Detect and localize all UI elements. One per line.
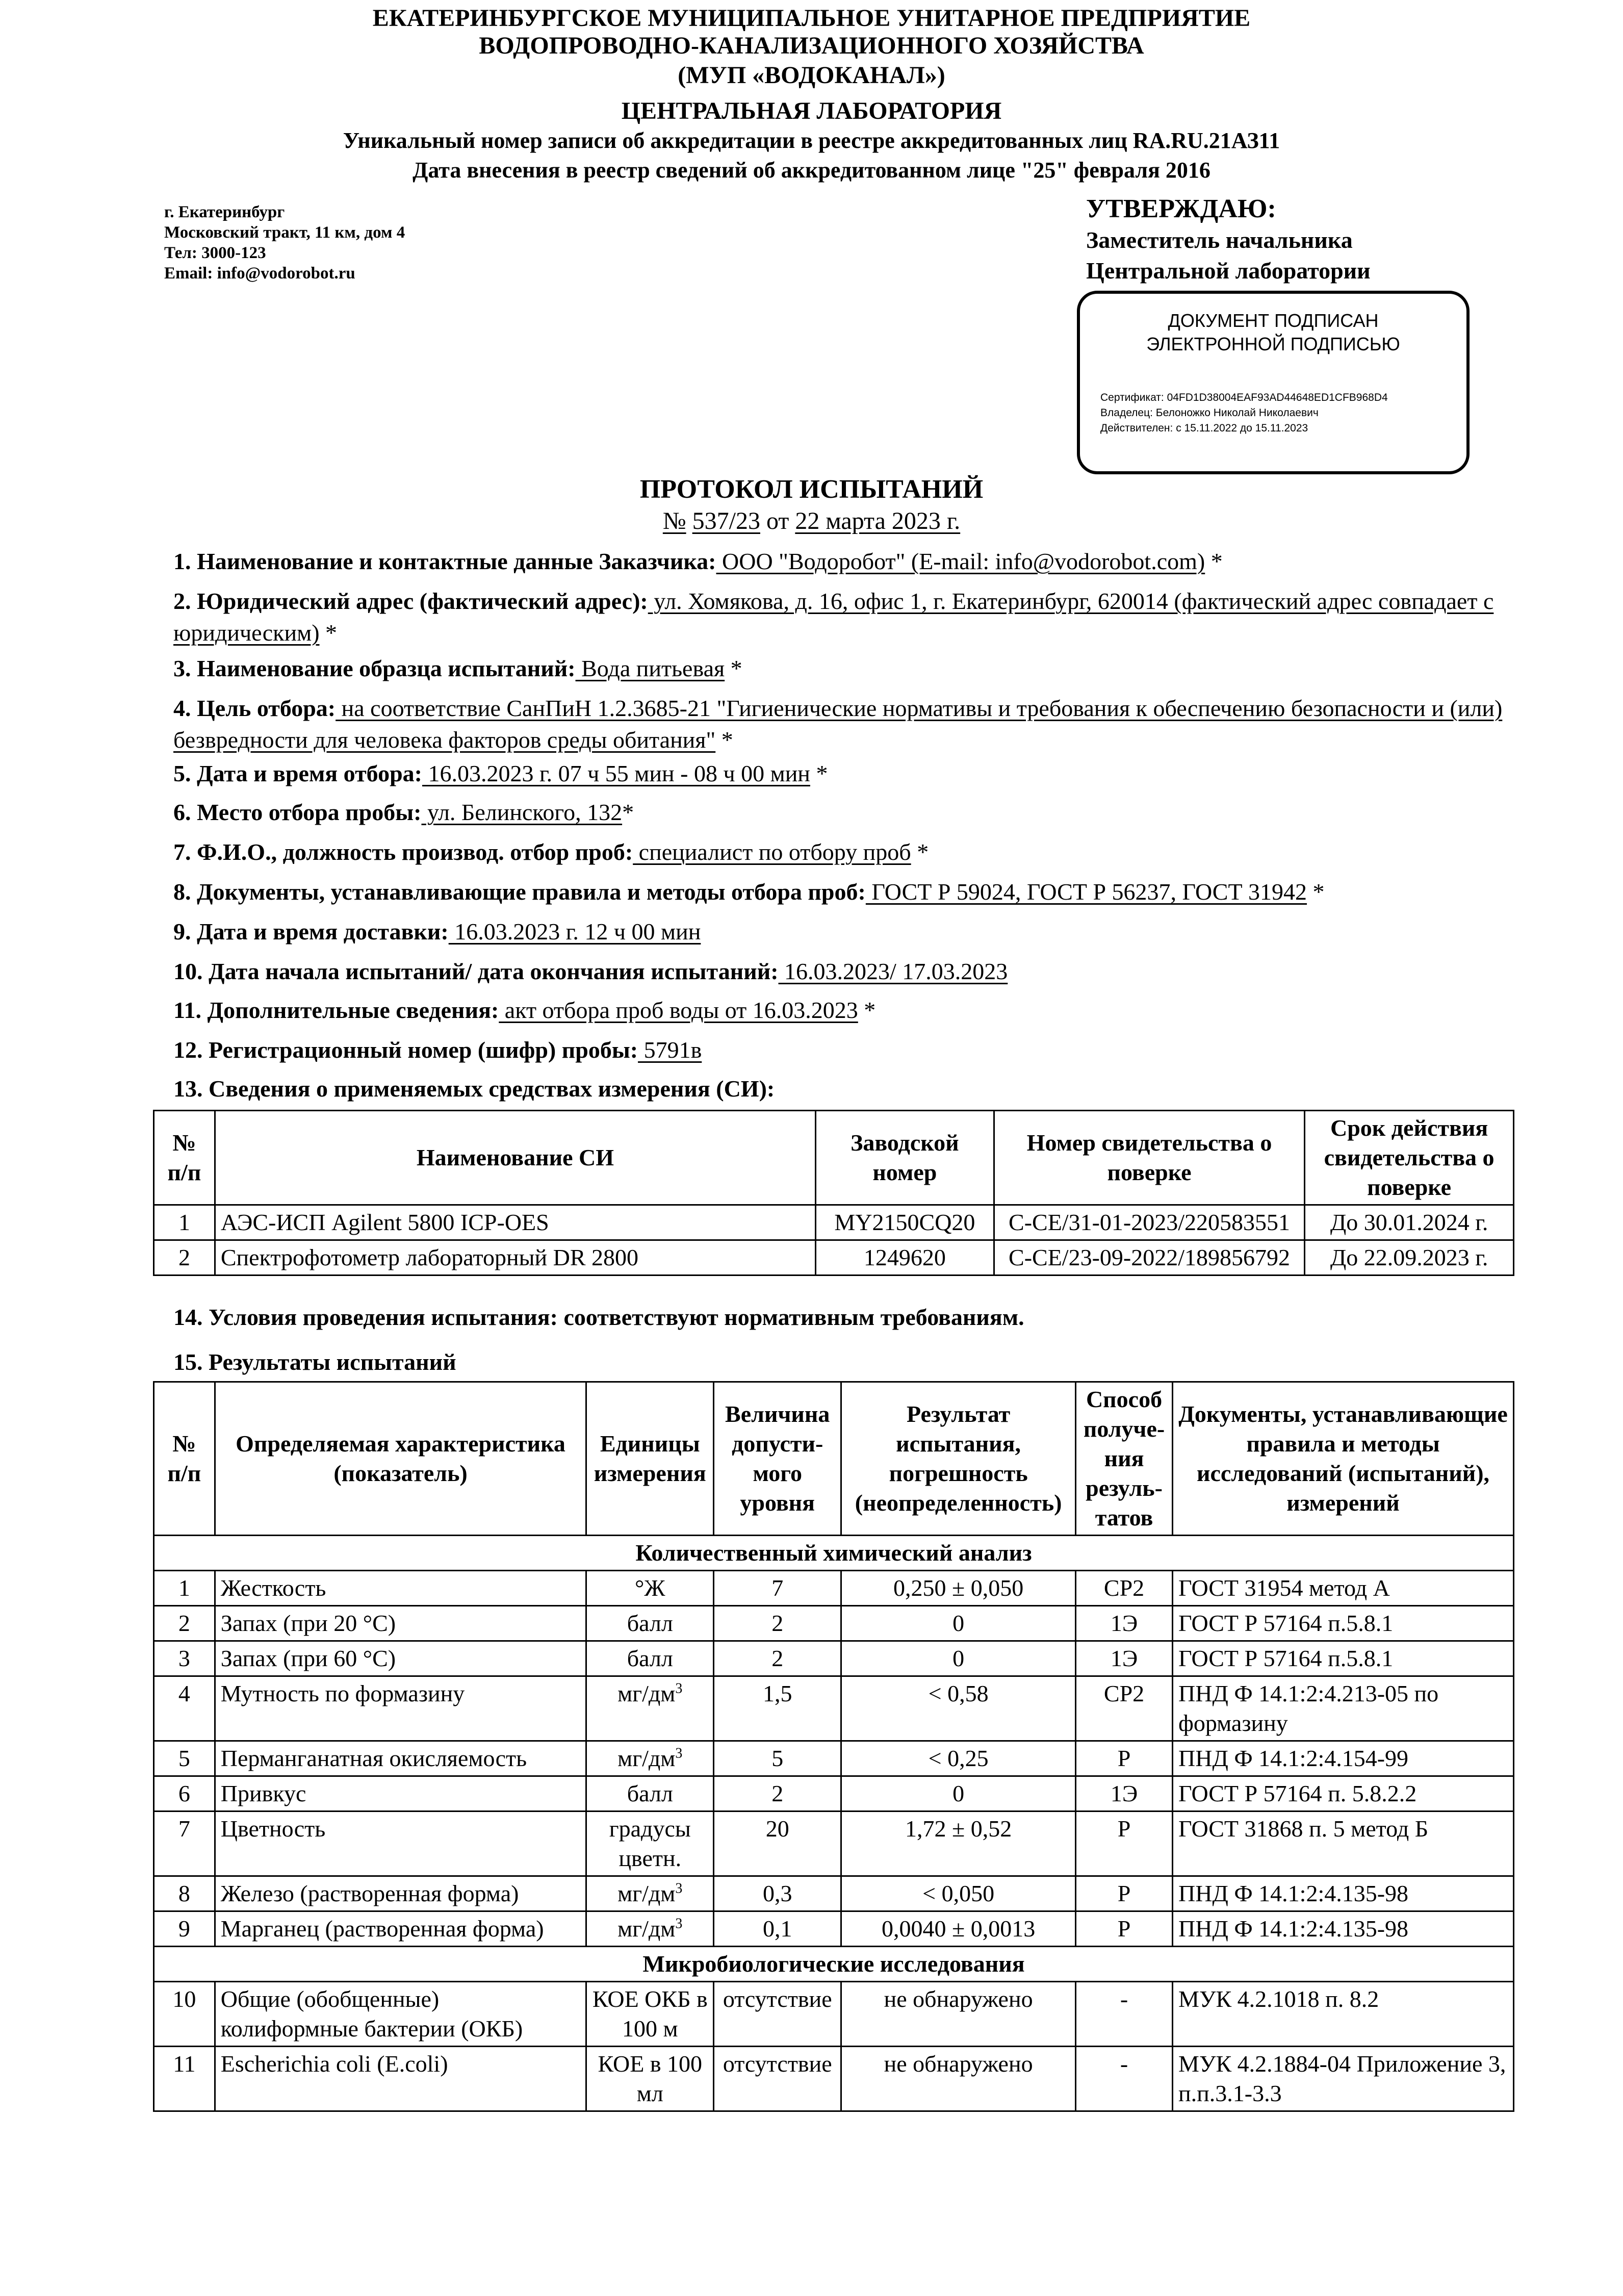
stamp-line2: ЭЛЕКТРОННОЙ ПОДПИСЬЮ xyxy=(1146,334,1400,354)
table-row xyxy=(154,1812,1514,1876)
field-suffix: * xyxy=(622,799,634,825)
field-label: 8. Документы, устанавливающие правила и методы отбора проб: xyxy=(173,879,866,905)
table-row xyxy=(154,1776,1514,1812)
row-limit: 5 xyxy=(714,1741,841,1776)
table-row xyxy=(154,1571,1514,1606)
row-method: 1Э xyxy=(1076,1606,1173,1641)
field-12 xyxy=(173,1034,1509,1066)
test-results-table xyxy=(153,1381,1514,2112)
row-indicator: Перманганатная окисляемость xyxy=(215,1741,586,1776)
field-5 xyxy=(173,758,1509,789)
field-label: 5. Дата и время отбора: xyxy=(173,760,422,786)
lab-name: ЦЕНТРАЛЬНАЯ ЛАБОРАТОРИЯ xyxy=(621,97,1002,124)
table-cell: До 30.01.2024 г. xyxy=(1305,1205,1514,1240)
result-header-3: Величина допусти-мого уровня xyxy=(714,1382,841,1536)
row-unit: $мг/дм^3$ xyxy=(586,1741,714,1776)
field-value: ул. Хомякова, д. 16, офис 1, г. Екатеринбург, 620014 (фактический адрес совпадает с юридическим) xyxy=(173,588,1494,646)
table-cell: 1249620 xyxy=(815,1240,994,1275)
field-label: 4. Цель отбора: xyxy=(173,695,336,721)
field-value: Вода питьевая xyxy=(575,655,725,681)
field-suffix: * xyxy=(715,727,733,753)
row-number: 2 xyxy=(154,1606,215,1641)
table-row xyxy=(154,1606,1514,1641)
row-result: 0 xyxy=(841,1776,1076,1812)
table-row xyxy=(154,2047,1514,2111)
row-result: не обнаружено xyxy=(841,1982,1076,2047)
unit-superscript: 3 xyxy=(675,1680,683,1697)
section15-title: 15. Результаты испытаний xyxy=(173,1349,456,1375)
table-row xyxy=(154,1911,1514,1947)
accreditation-date: Дата внесения в реестр сведений об аккредитованном лице "25" февраля 2016 xyxy=(413,158,1210,183)
row-number: 10 xyxy=(154,1982,215,2047)
row-document: ГОСТ Р 57164 п. 5.8.2.2 xyxy=(1173,1776,1514,1812)
approval-line2: Центральной лаборатории xyxy=(1086,258,1371,284)
table-section-title: Количественный химический анализ xyxy=(154,1536,1514,1571)
table-section-row xyxy=(154,1947,1514,1982)
row-document: ГОСТ Р 57164 п.5.8.1 xyxy=(1173,1606,1514,1641)
field-value: ул. Белинского, 132 xyxy=(421,799,623,825)
row-unit: КОЕ ОКБ в 100 м xyxy=(586,1982,714,2047)
unit-superscript: 3 xyxy=(675,1880,683,1897)
field-value: 5791в xyxy=(638,1037,702,1063)
field-7 xyxy=(173,836,1509,868)
row-result: не обнаружено xyxy=(841,2047,1076,2111)
si-header-0: № п/п xyxy=(154,1111,215,1205)
field-label: 11. Дополнительные сведения: xyxy=(173,997,499,1023)
row-unit: $мг/дм^3$ xyxy=(586,1676,714,1741)
field-suffix: * xyxy=(1307,879,1325,905)
table-section-row xyxy=(154,1536,1514,1571)
row-document: ПНД Ф 14.1:2:4.135-98 xyxy=(1173,1911,1514,1947)
row-number: 3 xyxy=(154,1641,215,1676)
row-document: ГОСТ 31868 п. 5 метод Б xyxy=(1173,1812,1514,1876)
field-suffix: * xyxy=(725,655,742,681)
row-limit: 7 xyxy=(714,1571,841,1606)
table-cell: MY2150CQ20 xyxy=(815,1205,994,1240)
table-row xyxy=(154,1676,1514,1741)
row-method: 1Э xyxy=(1076,1641,1173,1676)
result-header-2: Единицы измерения xyxy=(586,1382,714,1536)
table-cell: 1 xyxy=(154,1205,215,1240)
row-limit: 0,1 xyxy=(714,1911,841,1947)
org-name-line2: ВОДОПРОВОДНО-КАНАЛИЗАЦИОННОГО ХОЗЯЙСТВА xyxy=(479,32,1144,59)
row-unit: КОЕ в 100 мл xyxy=(586,2047,714,2111)
field-suffix: * xyxy=(1205,548,1223,574)
row-number: 5 xyxy=(154,1741,215,1776)
field-label: 10. Дата начала испытаний/ дата окончания испытаний: xyxy=(173,958,779,984)
row-unit: балл xyxy=(586,1641,714,1676)
row-result: 0 xyxy=(841,1606,1076,1641)
row-number: 1 xyxy=(154,1571,215,1606)
field-label: 7. Ф.И.О., должность производ. отбор проб: xyxy=(173,839,633,865)
table-cell: Спектрофотометр лабораторный DR 2800 xyxy=(215,1240,815,1275)
si-header-1: Наименование СИ xyxy=(215,1111,815,1205)
org-name-line1: ЕКАТЕРИНБУРГСКОЕ МУНИЦИПАЛЬНОЕ УНИТАРНОЕ ПРЕДПРИЯТИЕ xyxy=(372,5,1251,32)
contact-address: Московский тракт, 11 км, дом 4 xyxy=(164,223,405,242)
row-unit: балл xyxy=(586,1776,714,1812)
row-indicator: Запах (при 60 °С) xyxy=(215,1641,586,1676)
row-method: СР2 xyxy=(1076,1571,1173,1606)
field-8 xyxy=(173,876,1509,908)
result-header-6: Документы, устанавливающие правила и методы исследований (испытаний), измерений xyxy=(1173,1382,1514,1536)
org-short-name: (МУП «ВОДОКАНАЛ») xyxy=(678,62,945,89)
stamp-certificate: Сертификат: 04FD1D38004EAF93AD44648ED1CFB968D4 xyxy=(1100,392,1388,403)
row-unit: $мг/дм^3$ xyxy=(586,1911,714,1947)
field-value: ГОСТ Р 59024, ГОСТ Р 56237, ГОСТ 31942 xyxy=(865,879,1307,905)
table-cell: С-СЕ/23-09-2022/189856792 xyxy=(994,1240,1304,1275)
si-header-4: Срок действия свидетельства о поверке xyxy=(1305,1111,1514,1205)
row-result: < 0,25 xyxy=(841,1741,1076,1776)
table-cell: 2 xyxy=(154,1240,215,1275)
row-indicator: Марганец (растворенная форма) xyxy=(215,1911,586,1947)
row-unit: $мг/дм^3$ xyxy=(586,1876,714,1911)
row-result: 0,0040 ± 0,0013 xyxy=(841,1911,1076,1947)
field-suffix: * xyxy=(810,760,828,786)
field-label: 12. Регистрационный номер (шифр) пробы: xyxy=(173,1037,638,1063)
table-row xyxy=(154,1741,1514,1776)
row-limit: 2 xyxy=(714,1606,841,1641)
row-number: 6 xyxy=(154,1776,215,1812)
row-number: 11 xyxy=(154,2047,215,2111)
unit-superscript: 3 xyxy=(675,1916,683,1932)
row-method: Р xyxy=(1076,1876,1173,1911)
result-header-0: № п/п xyxy=(154,1382,215,1536)
row-document: МУК 4.2.1884-04 Приложение 3, п.п.3.1-3.3 xyxy=(1173,2047,1514,2111)
approval-title: УТВЕРЖДАЮ: xyxy=(1086,194,1276,223)
row-limit: 0,3 xyxy=(714,1876,841,1911)
row-result: < 0,050 xyxy=(841,1876,1076,1911)
row-number: 8 xyxy=(154,1876,215,1911)
unit-superscript: 3 xyxy=(675,1745,683,1762)
row-unit: °Ж xyxy=(586,1571,714,1606)
row-indicator: Запах (при 20 °С) xyxy=(215,1606,586,1641)
row-result: < 0,58 xyxy=(841,1676,1076,1741)
field-9 xyxy=(173,916,1509,948)
table-cell: АЭС-ИСП Agilent 5800 ICP-OES xyxy=(215,1205,815,1240)
row-indicator: Цветность xyxy=(215,1812,586,1876)
row-number: 4 xyxy=(154,1676,215,1741)
row-document: ГОСТ Р 57164 п.5.8.1 xyxy=(1173,1641,1514,1676)
field-value: 16.03.2023 г. 12 ч 00 мин xyxy=(448,919,701,945)
field-label: 2. Юридический адрес (фактический адрес): xyxy=(173,588,648,614)
field-4 xyxy=(173,693,1509,756)
protocol-number-line xyxy=(0,507,1623,535)
stamp-validity: Действителен: с 15.11.2022 до 15.11.2023 xyxy=(1100,422,1308,434)
row-limit: 20 xyxy=(714,1812,841,1876)
contact-email: Email: info@vodorobot.ru xyxy=(164,264,355,283)
table-row xyxy=(154,1876,1514,1911)
field-6 xyxy=(173,797,1509,828)
protocol-from: от xyxy=(766,507,789,534)
contact-city: г. Екатеринбург xyxy=(164,203,285,221)
approval-line1: Заместитель начальника xyxy=(1086,227,1353,253)
row-method: СР2 xyxy=(1076,1676,1173,1741)
accreditation-number: Уникальный номер записи об аккредитации в реестре аккредитованных лиц RA.RU.21АЗ11 xyxy=(343,128,1280,153)
field-3 xyxy=(173,653,1509,684)
row-number: 7 xyxy=(154,1812,215,1876)
measuring-instruments-table xyxy=(153,1110,1514,1276)
field-suffix: * xyxy=(858,997,876,1023)
row-document: ПНД Ф 14.1:2:4.154-99 xyxy=(1173,1741,1514,1776)
table-cell: До 22.09.2023 г. xyxy=(1305,1240,1514,1275)
field-label: 3. Наименование образца испытаний: xyxy=(173,655,576,681)
row-method: - xyxy=(1076,2047,1173,2111)
contact-phone: Тел: 3000-123 xyxy=(164,244,266,262)
table-section-title: Микробиологические исследования xyxy=(154,1947,1514,1982)
table-cell: С-СЕ/31-01-2023/220583551 xyxy=(994,1205,1304,1240)
field-label: 1. Наименование и контактные данные Заказчика: xyxy=(173,548,716,574)
row-limit: 2 xyxy=(714,1776,841,1812)
protocol-title: ПРОТОКОЛ ИСПЫТАНИЙ xyxy=(639,475,984,504)
row-method: Р xyxy=(1076,1812,1173,1876)
protocol-number: 537/23 xyxy=(692,507,760,534)
field-value: специалист по отбору проб xyxy=(633,839,911,865)
si-header-2: Заводской номер xyxy=(815,1111,994,1205)
field-value: 16.03.2023 г. 07 ч 55 мин - 08 ч 00 мин xyxy=(422,760,810,786)
table-row xyxy=(154,1982,1514,2047)
protocol-no-sign: № xyxy=(662,507,686,534)
table-row xyxy=(154,1641,1514,1676)
row-unit: градусы цветн. xyxy=(586,1812,714,1876)
field-value: акт отбора проб воды от 16.03.2023 xyxy=(499,997,858,1023)
row-result: 0 xyxy=(841,1641,1076,1676)
field-label: 9. Дата и время доставки: xyxy=(173,919,449,945)
field-11 xyxy=(173,994,1509,1026)
result-header-4: Результат испытания, погрешность (неопределенность) xyxy=(841,1382,1076,1536)
field-2 xyxy=(173,585,1509,649)
table-row xyxy=(154,1240,1514,1275)
row-indicator: Мутность по формазину xyxy=(215,1676,586,1741)
row-result: 1,72 ± 0,52 xyxy=(841,1812,1076,1876)
row-indicator: Общие (обобщенные) колиформные бактерии (ОКБ) xyxy=(215,1982,586,2047)
row-method: Р xyxy=(1076,1741,1173,1776)
field-10 xyxy=(173,956,1509,987)
protocol-date: 22 марта 2023 г. xyxy=(795,507,961,534)
row-method: Р xyxy=(1076,1911,1173,1947)
row-indicator: Привкус xyxy=(215,1776,586,1812)
row-number: 9 xyxy=(154,1911,215,1947)
section13-title: 13. Сведения о применяемых средствах измерения (СИ): xyxy=(173,1076,775,1102)
field-suffix: * xyxy=(911,839,929,865)
row-document: ГОСТ 31954 метод А xyxy=(1173,1571,1514,1606)
row-limit: отсутствие xyxy=(714,1982,841,2047)
row-unit: балл xyxy=(586,1606,714,1641)
section14-conditions: 14. Условия проведения испытания: соответствуют нормативным требованиям. xyxy=(173,1304,1024,1330)
row-limit: 2 xyxy=(714,1641,841,1676)
stamp-line1: ДОКУМЕНТ ПОДПИСАН xyxy=(1168,310,1379,331)
field-1 xyxy=(173,546,1509,577)
row-indicator: Жесткость xyxy=(215,1571,586,1606)
row-document: МУК 4.2.1018 п. 8.2 xyxy=(1173,1982,1514,2047)
e-signature-stamp xyxy=(1077,291,1470,474)
row-document: ПНД Ф 14.1:2:4.135-98 xyxy=(1173,1876,1514,1911)
table-row xyxy=(154,1205,1514,1240)
field-suffix: * xyxy=(319,620,338,646)
row-indicator: Escherichia coli (E.coli) xyxy=(215,2047,586,2111)
row-method: 1Э xyxy=(1076,1776,1173,1812)
row-document: ПНД Ф 14.1:2:4.213-05 по формазину xyxy=(1173,1676,1514,1741)
row-indicator: Железо (растворенная форма) xyxy=(215,1876,586,1911)
field-value: на соответствие СанПиН 1.2.3685-21 "Гигиенические нормативы и требования к обеспечению безопасности и (или) безвредности для человека факторов среды обитания" xyxy=(173,695,1503,753)
row-limit: отсутствие xyxy=(714,2047,841,2111)
result-header-1: Определяемая характеристика (показатель) xyxy=(215,1382,586,1536)
row-result: 0,250 ± 0,050 xyxy=(841,1571,1076,1606)
row-limit: 1,5 xyxy=(714,1676,841,1741)
si-header-3: Номер свидетельства о поверке xyxy=(994,1111,1304,1205)
row-method: - xyxy=(1076,1982,1173,2047)
field-value: 16.03.2023/ 17.03.2023 xyxy=(778,958,1008,984)
result-header-5: Способ получе-ния резуль-татов xyxy=(1076,1382,1173,1536)
field-value: ООО "Водоробот" (E-mail: info@vodorobot.com) xyxy=(716,548,1205,574)
stamp-owner: Владелец: Белоножко Николай Николаевич xyxy=(1100,407,1319,419)
field-label: 6. Место отбора пробы: xyxy=(173,799,422,825)
